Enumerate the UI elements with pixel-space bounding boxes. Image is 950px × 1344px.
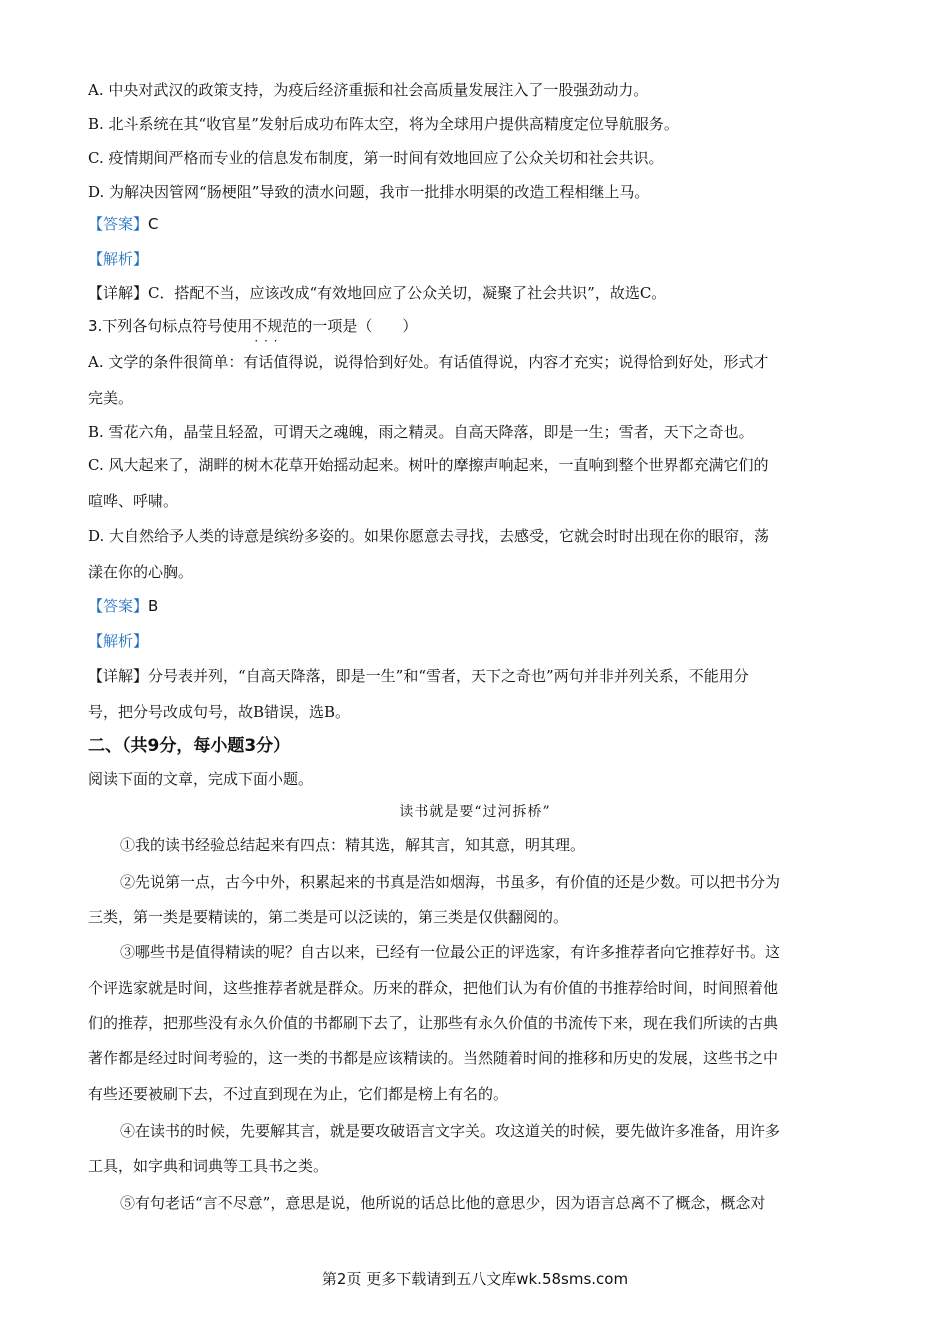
article-line: 有些还要被刷下去，不过直到现在为止，它们都是榜上有名的。 bbox=[88, 1085, 509, 1103]
analysis-tag: 【解析】 bbox=[88, 250, 149, 268]
article-title: 读书就是要“过河拆桥” bbox=[399, 804, 551, 820]
section-intro: 阅读下面的文章，完成下面小题。 bbox=[88, 770, 314, 788]
detail-text: C．搭配不当，应该改成“有效地回应了公众关切，凝聚了社会共识”，故选C。 bbox=[148, 284, 667, 302]
option-d-line-1: D. 大自然给予人类的诗意是缤纷多姿的。如果你愿意去寻找，去感受，它就会时时出现在你的眼帘，荡 bbox=[88, 527, 770, 545]
article-line: ①我的读书经验总结起来有四点：精其选，解其言，知其意，明其理。 bbox=[120, 836, 586, 854]
option-c-line-1: C. 风大起来了，湖畔的树木花草开始摇动起来。树叶的摩擦声响起来，一直响到整个世界都充满它们的 bbox=[88, 456, 769, 474]
option-d-line-2: 漾在你的心胸。 bbox=[88, 563, 194, 581]
option-d: D. 为解决因管网“肠梗阻”导致的渍水问题，我市一批排水明渠的改造工程相继上马。 bbox=[88, 183, 650, 201]
answer-tag: 【答案】 bbox=[88, 215, 149, 233]
detail-tag: 【详解】 bbox=[88, 284, 149, 302]
detail-tag: 【详解】 bbox=[88, 667, 149, 685]
option-a: A. 中央对武汉的政策支持，为疫后经济重振和社会高质量发展注入了一股强劲动力。 bbox=[88, 81, 649, 99]
option-c-line-2: 喧哗、呼啸。 bbox=[88, 492, 179, 510]
article-line: 个评选家就是时间，这些推荐者就是群众。历来的群众，把他们认为有价值的书推荐给时间，时间照着他 bbox=[88, 979, 779, 997]
answer-line bbox=[88, 214, 870, 234]
article-line: ④在读书的时候，先要解其言，就是要攻破语言文字关。攻这道关的时候，要先做许多准备，用许多 bbox=[120, 1122, 781, 1140]
option-a-line-2: 完美。 bbox=[88, 389, 134, 407]
stem-emphasis: 不规范 · · · bbox=[252, 317, 297, 335]
article-line: ③哪些书是值得精读的呢？自古以来，已经有一位最公正的评选家，有许多推荐者向它推荐好书。这 bbox=[120, 943, 781, 961]
detail-line bbox=[88, 283, 870, 303]
article-line: 工具，如字典和词典等工具书之类。 bbox=[88, 1157, 329, 1175]
detail-line-1 bbox=[88, 666, 870, 686]
detail-line-2: 号，把分号改成句号，故B错误，选B。 bbox=[88, 703, 351, 721]
section-heading: 二、（共9分，每小题3分） bbox=[88, 736, 291, 756]
option-b: B. 北斗系统在其“收官星”发射后成功布阵太空，将为全球用户提供高精度定位导航服务。 bbox=[88, 115, 679, 133]
article-line: ②先说第一点，古今中外，积累起来的书真是浩如烟海，书虽多，有价值的还是少数。可以把书分为 bbox=[120, 873, 781, 891]
answer-value: C bbox=[148, 215, 159, 233]
option-a-line-1: A. 文学的条件很简单：有话值得说，说得恰到好处。有话值得说，内容才充实；说得恰到好处，形式才 bbox=[88, 353, 769, 371]
stem-pre: 3.下列各句标点符号使用 bbox=[88, 317, 253, 335]
analysis-tag: 【解析】 bbox=[88, 632, 149, 650]
option-c: C. 疫情期间严格而专业的信息发布制度，第一时间有效地回应了公众关切和社会共识。 bbox=[88, 149, 664, 167]
article-line: ⑤有句老话“言不尽意”，意思是说，他所说的话总比他的意思少，因为语言总离不了概念，概念对 bbox=[120, 1194, 766, 1212]
stem-post: 的一项是（ ） bbox=[297, 317, 418, 335]
page-footer: 第2页 更多下载请到五八文库wk.58sms.com bbox=[321, 1270, 629, 1288]
detail-text: 分号表并列，“自高天降落，即是一生”和“雪者，天下之奇也”两句并非并列关系，不能用分 bbox=[148, 667, 749, 685]
answer-value: B bbox=[148, 597, 159, 615]
option-b: B. 雪花六角，晶莹且轻盈，可谓天之魂魄，雨之精灵。自高天降落，即是一生；雪者，天下之奇也。 bbox=[88, 423, 754, 441]
article-line: 三类，第一类是要精读的，第二类是可以泛读的，第三类是仅供翻阅的。 bbox=[88, 908, 569, 926]
answer-tag: 【答案】 bbox=[88, 597, 149, 615]
answer-line bbox=[88, 596, 870, 616]
article-line: 著作都是经过时间考验的，这一类的书都是应该精读的。当然随着时间的推移和历史的发展，这些书之中 bbox=[88, 1049, 779, 1067]
article-line: 们的推荐，把那些没有永久价值的书都刷下去了，让那些有永久价值的书流传下来，现在我们所读的古典 bbox=[88, 1014, 779, 1032]
question-3-stem bbox=[88, 316, 870, 336]
